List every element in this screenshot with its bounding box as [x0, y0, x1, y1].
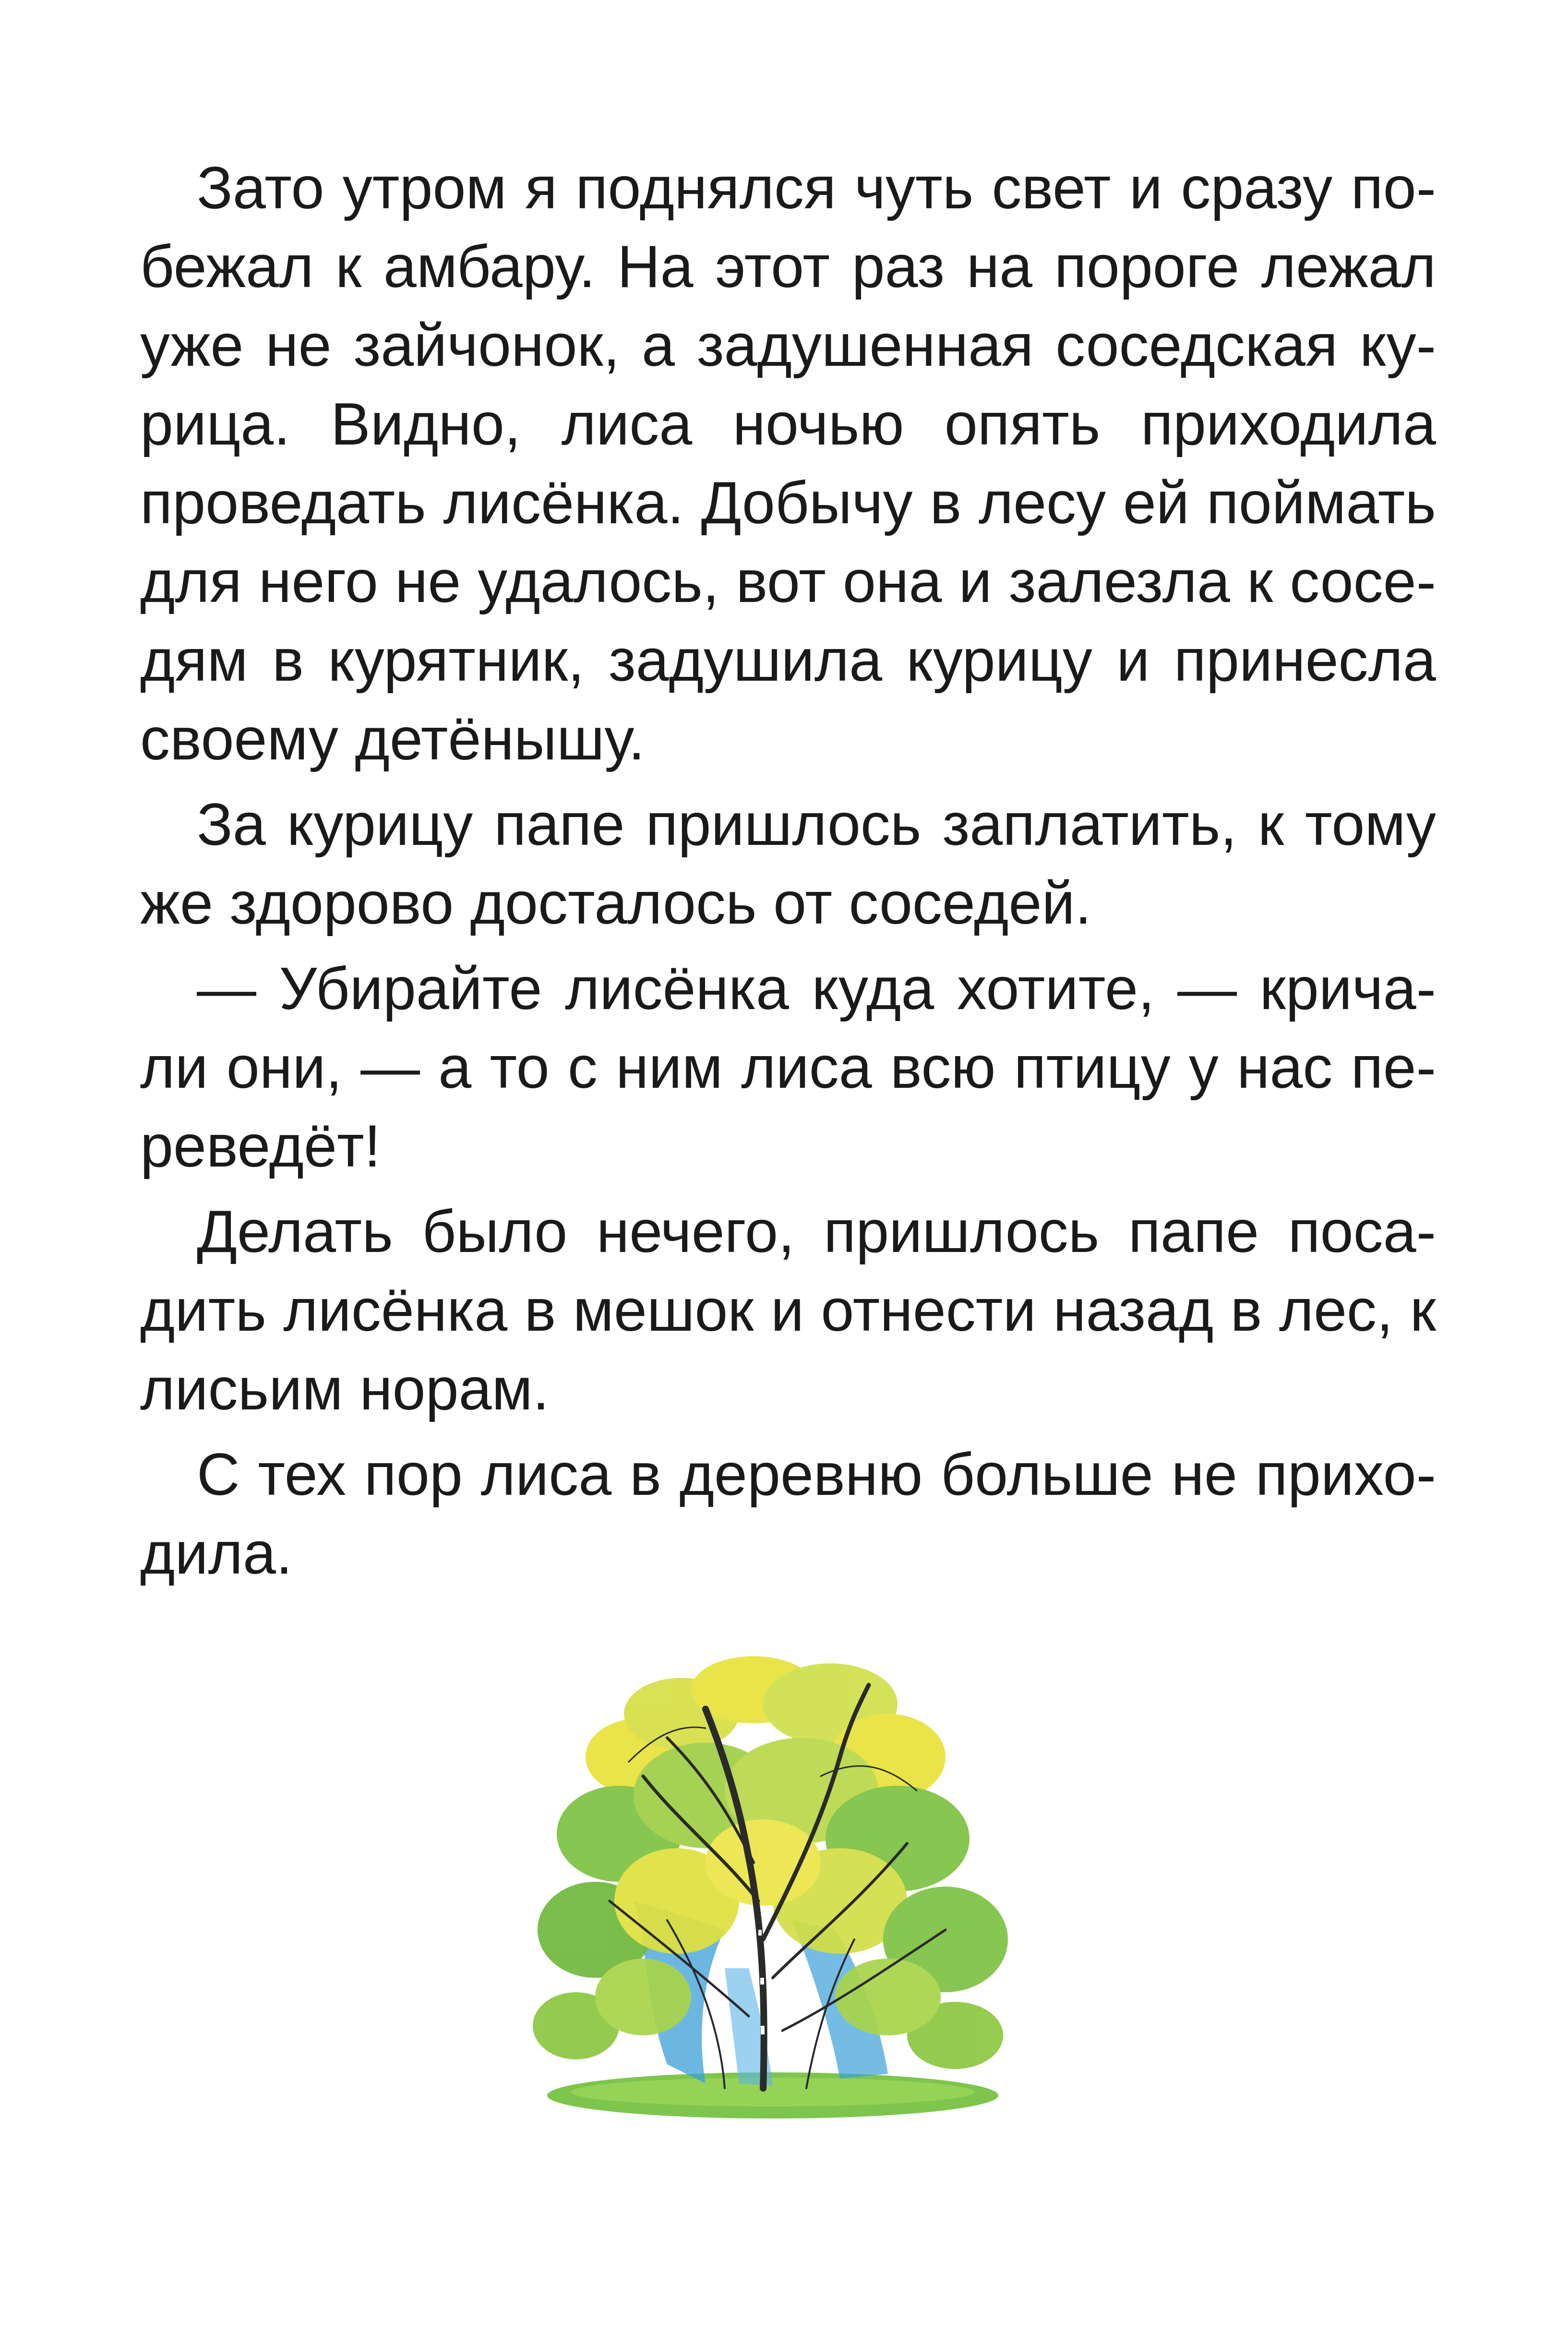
birch-tree-illustration: [523, 1632, 1032, 2141]
text-line: Зато утром я поднялся чуть свет и сразу по-: [197, 155, 1436, 221]
grass-highlight: [571, 2078, 974, 2106]
text-line: бежал к амбару. На этот раз на пороге лежал: [140, 234, 1436, 300]
story-text: [140, 149, 1436, 1593]
text-line: реведёт!: [140, 1113, 381, 1179]
text-line: За курицу папе пришлось заплатить, к тому: [197, 792, 1436, 858]
text-line: лисьим норам.: [140, 1356, 550, 1422]
text-line: своему детёнышу.: [140, 706, 645, 772]
text-line: ли они, — а то с ним лиса всю птицу у нас пе-: [140, 1035, 1436, 1101]
foliage: [533, 1656, 1008, 2069]
text-line: С тех пор лиса в деревню больше не прихо-: [197, 1442, 1436, 1508]
text-line: для него не удалось, вот она и залезла к сосе-: [140, 549, 1436, 615]
text-line: же здорово досталось от соседей.: [140, 870, 1092, 937]
text-line: уже не зайчонок, а задушенная соседская ку-: [140, 313, 1436, 379]
text-line: дить лисёнка в мешок и отнести назад в лес, к: [140, 1277, 1436, 1344]
text-line: проведать лисёнка. Добычу в лесу ей поймать: [140, 470, 1436, 536]
text-line: — Убирайте лисёнка куда хотите, — крича-: [197, 956, 1436, 1022]
text-line: Делать было нечего, пришлось папе поса-: [197, 1199, 1436, 1265]
text-line: дила.: [140, 1520, 293, 1587]
text-line: дям в курятник, задушила курицу и принесла: [140, 627, 1436, 694]
text-line: рица. Видно, лиса ночью опять приходила: [140, 391, 1436, 457]
